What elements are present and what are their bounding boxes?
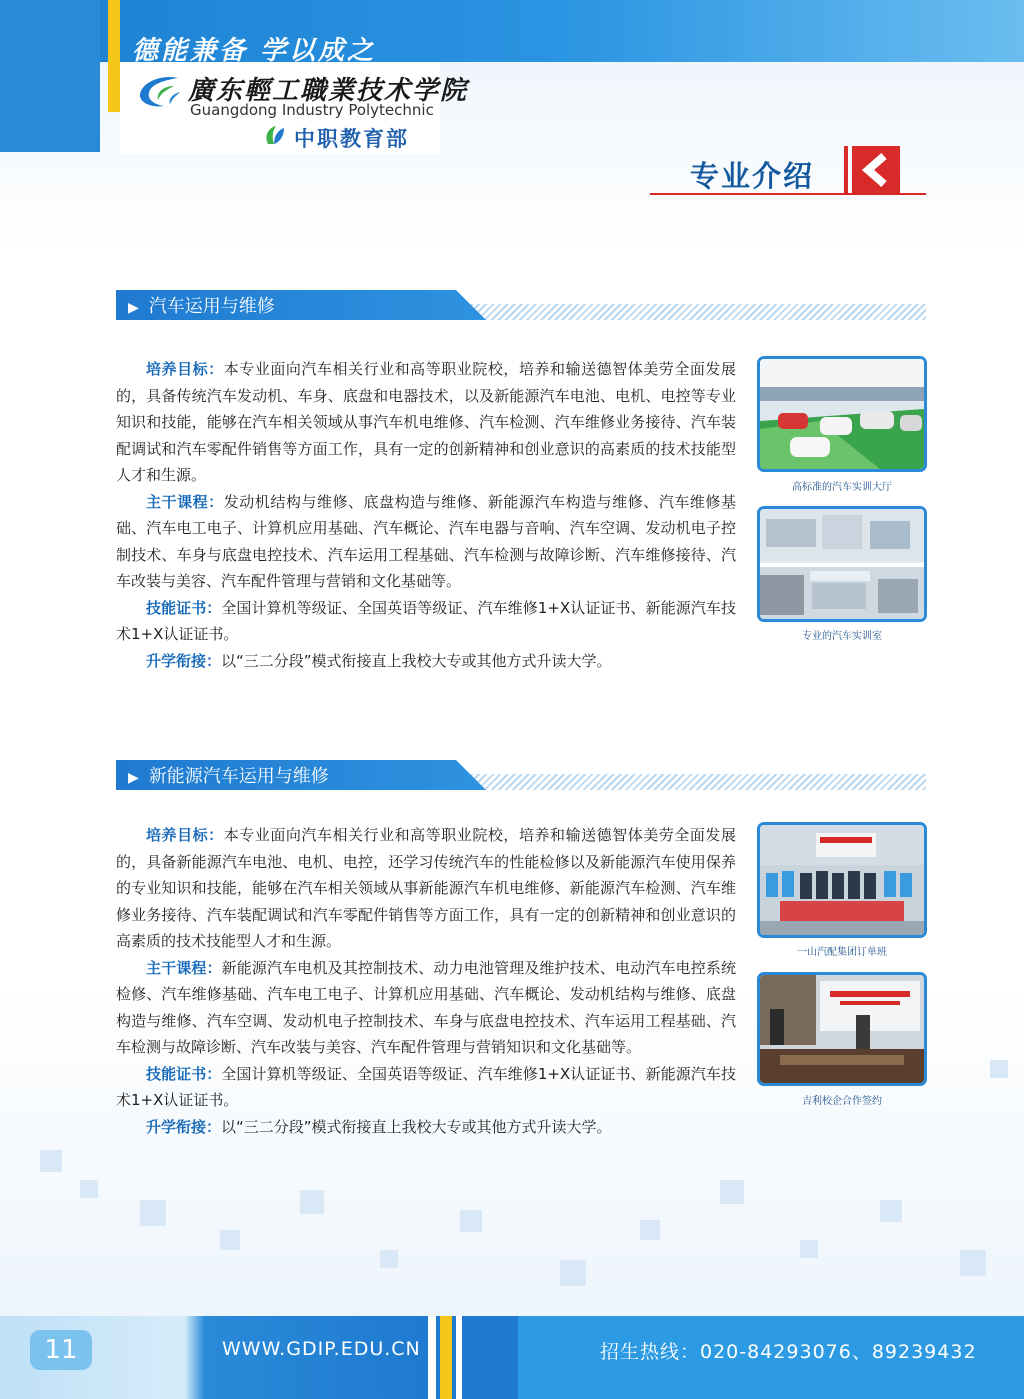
- photo-caption: 高标准的汽车实训大厅: [792, 482, 892, 493]
- paragraph-label: 主干课程：: [146, 958, 222, 977]
- section-body-new-energy: [116, 822, 736, 1140]
- header-corner-block: [0, 0, 100, 152]
- paragraph-goal: [116, 356, 736, 489]
- decor-square: [80, 1180, 98, 1198]
- paragraph-text: 以“三二分段”模式衔接直上我校大专或其他方式升读大学。: [221, 651, 612, 670]
- paragraph-label: 培养目标：: [146, 826, 224, 844]
- section-heading: [128, 762, 329, 788]
- decor-square: [880, 1200, 902, 1222]
- decor-square: [40, 1150, 62, 1172]
- signing-ceremony-image: [760, 975, 924, 1083]
- paragraph-courses: [116, 489, 736, 595]
- paragraph-label: 技能证书：: [146, 1064, 222, 1083]
- decor-square: [800, 1240, 818, 1258]
- decor-square: [460, 1210, 482, 1232]
- paragraph-courses: [116, 955, 736, 1061]
- paragraph-text: 发动机结构与维修、底盘构造与维修、新能源汽车构造与维修、汽车维修基础、汽车电工电子、计算机应用基础、汽车概论、汽车电器与音响、汽车空调、发动机电子控制技术、车身与底盘电控技术、汽车运用工程基础、汽车检测与故障诊断、汽车维修接待、汽车改装与美容、汽车配件管理与营销和文化基础等。: [116, 492, 736, 590]
- section-body-auto-maintenance: [116, 356, 736, 674]
- section-bar-auto-maintenance: [116, 290, 926, 322]
- decor-square: [220, 1230, 240, 1250]
- section-heading: [128, 292, 275, 318]
- paragraph-further-study: [116, 648, 736, 675]
- decor-square: [140, 1200, 166, 1226]
- paragraph-text: 全国计算机等级证、全国英语等级证、汽车维修1+X认证证书、新能源汽车技术1+X认证证书。: [116, 1064, 736, 1109]
- order-class-image: [760, 825, 924, 935]
- paragraph-text: 以“三二分段”模式衔接直上我校大专或其他方式升读大学。: [221, 1117, 612, 1136]
- triangle-right-icon: ▶: [128, 300, 139, 316]
- paragraph-label: 培养目标：: [146, 360, 224, 378]
- chevron-left-icon: [844, 146, 900, 194]
- paragraph-text: 全国计算机等级证、全国英语等级证、汽车维修1+X认证证书、新能源汽车技术1+X认证证书。: [116, 598, 736, 643]
- paragraph-certificates: [116, 1061, 736, 1114]
- photo-training-room: [757, 506, 927, 622]
- training-hall-image: [760, 359, 924, 469]
- leaf-logo-icon: [262, 122, 288, 148]
- paragraph-goal: [116, 822, 736, 955]
- admission-hotline: 招生热线：020-84293076、89239432: [600, 1341, 977, 1363]
- paragraph-text: 本专业面向汽车相关行业和高等职业院校，培养和输送德智体美劳全面发展的，具备新能源汽车电池、电机、电控，还学习传统汽车的性能检修以及新能源汽车使用保养的专业知识和技能，能够在汽车相关领域从事新能源汽车机电维修、新能源汽车检测、汽车维修业务接待、汽车装配调试和汽车零配件销售等方面工作，具有一定的创新精神和创业意识的高素质的技术技能型人才和生源。: [116, 826, 736, 950]
- paragraph-certificates: [116, 595, 736, 648]
- school-name-chinese: 廣东輕工職業技术学院: [188, 76, 469, 106]
- photo-training-hall: [757, 356, 927, 472]
- footer-stripe: [428, 1316, 436, 1399]
- website-url[interactable]: WWW.GDIP.EDU.CN: [222, 1338, 421, 1360]
- footer-stripe: [456, 1316, 462, 1399]
- school-logo-icon: [134, 72, 184, 112]
- school-name-english: Guangdong Industry Polytechnic: [190, 101, 434, 119]
- decor-square: [300, 1190, 324, 1214]
- decor-square: [720, 1180, 744, 1204]
- photo-caption: 专业的汽车实训室: [802, 631, 882, 642]
- photo-signing: [757, 972, 927, 1086]
- header-yellow-stripe: [108, 0, 120, 112]
- decor-square: [380, 1250, 398, 1268]
- training-room-image: [760, 509, 924, 619]
- decor-square: [990, 1060, 1008, 1078]
- footer-stripe-yellow: [440, 1316, 452, 1399]
- paragraph-label: 升学衔接：: [146, 1117, 222, 1136]
- paragraph-label: 主干课程：: [146, 492, 224, 511]
- decor-square: [960, 1250, 986, 1276]
- photo-caption: 吉利校企合作签约: [802, 1096, 882, 1107]
- photo-caption: 一山汽配集团订单班: [797, 947, 887, 958]
- paragraph-text: 新能源汽车电机及其控制技术、动力电池管理及维护技术、电动汽车电控系统检修、汽车维修基础、汽车电工电子、计算机应用基础、汽车概论、发动机结构与维修、底盘构造与维修、汽车空调、发动机电子控制技术、车身与底盘电控技术、汽车运用工程基础、汽车检测与故障诊断、汽车改装与美容、汽车配件管理与营销知识和文化基础等。: [116, 958, 736, 1056]
- section-heading-text: 新能源汽车运用与维修: [148, 766, 329, 787]
- section-heading-text: 汽车运用与维修: [148, 296, 275, 317]
- photo-order-class: [757, 822, 927, 938]
- decor-square: [640, 1220, 660, 1240]
- decor-square: [560, 1260, 586, 1286]
- title-underline: [650, 193, 926, 195]
- page-section-title: 专业介绍: [690, 159, 815, 193]
- paragraph-further-study: [116, 1114, 736, 1141]
- school-motto: 德能兼备 学以成之: [132, 36, 377, 66]
- page-number: 11: [30, 1330, 92, 1370]
- paragraph-text: 本专业面向汽车相关行业和高等职业院校，培养和输送德智体美劳全面发展的，具备传统汽车发动机、车身、底盘和电器技术，以及新能源汽车电池、电机、电控等专业知识和技能，能够在汽车相关领域从事汽车机电维修、汽车检测、汽车维修业务接待、汽车装配调试和汽车零配件销售等方面工作，具有一定的创新精神和创业意识的高素质的技术技能型人才和生源。: [116, 360, 736, 484]
- section-bar-new-energy: [116, 760, 926, 792]
- department-name: 中职教育部: [294, 126, 409, 151]
- paragraph-label: 技能证书：: [146, 598, 222, 617]
- paragraph-label: 升学衔接：: [146, 651, 222, 670]
- triangle-right-icon: ▶: [128, 770, 139, 786]
